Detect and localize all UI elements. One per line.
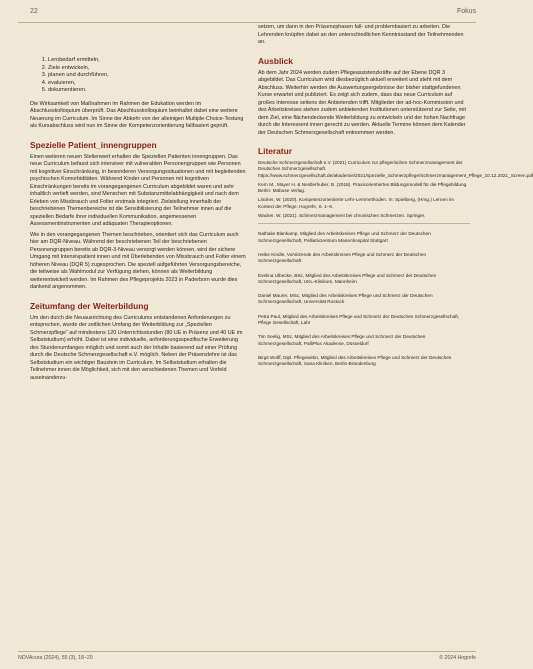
author-item: Birgit Wolff, Dipl. Pflegewirtin, Mitglied des Arbeitskreises Pflege und Schmerz der Deutschen Schmerzgesellschaft, Sana Kliniken, Berlin-Brandenburg: [258, 354, 452, 367]
right-column: [258, 24, 533, 376]
paragraph: setzen, um dann in den Präsenzphasen fall- und problembasiert zu arbeiten. Die Lehrenden knüpfen dabei an den unterschiedlichen Kenntnisstand der Teilnehmenden an.: [258, 24, 464, 45]
page-header: [18, 4, 476, 23]
author-item: Heike Kindle, Vorsitzende des Arbeitskreises Pflege und Schmerz der Deutschen Schmerzgesellschaft: [258, 251, 427, 264]
paragraph: Wie in den vorangegangenen Themen beschrieben, orientiert sich das Curriculum auch hier am DQR-Niveau. Während der beschriebenen Teil der beschriebenen Personengruppen bereits ab DQR-3-Niveau versorgt werden können, wird der sichere Umgang mit Intensivpatient innen und mit Überlebenden von Missbrauch und Folter einem höheren Niveau (DQR 5) zugesprochen. Die speziell aufgeführten Versorgungsbereiche, die teilweise als Wahlmodul zur Verfügung stehen, können als Weiterbildung weiterentwickelt werden. Im Rahmen des Pflegeprojekts 2023 in Paderborn wurde dies dankend angenommen.: [30, 231, 246, 291]
publisher-copyright: © 2024 Hogrefe: [439, 655, 476, 661]
section-label: Fokus: [456, 8, 476, 15]
paragraph: Um den durch die Neuausrichtung des Curriculums entstandenen Anforderungen zu entsprechen, wurde der zeitlichen Umfang der Weiterbildung zur „Speziellen Schmerzpflege“ auf mindestens 120 Unterrichtsstunden (80 UE in Präsenz und 40 UE im Selbststudium) erhöht. Dabei ist eine individuelle, anforderungsspezifische Erweiterung des Stundenumfanges möglich und somit auch der Inhalte basierend auf einer Prüfung durch die Deutsche Schmerzgesellschaft e.V. möglich. Neben der Präsenzlehre ist das Selbststudium ein wichtiger Baustein im Curriculum. Im Selbststudium erhalten die Teilnehmer innen die Möglichkeit, sich mit den verschiedenen Themen und Vorfeld auseinanderzu-: [30, 314, 243, 381]
page-footer: [18, 651, 476, 663]
author-item: Tim Seelig, MSc, Mitglied des Arbeitskreises Pflege und Schmerz der Deutschen Schmerzgesellschaft, PalliPlus Akademie, Düsseldorf: [258, 334, 426, 346]
reference-list: [258, 160, 533, 219]
list-item: 1. Lernbedarf ermitteln,: [48, 57, 246, 65]
author-item: Petra Paul, Mitglied des Arbeitskreises Pflege und Schmerz der Deutschen Schmerzgesellschaft, Pflege Gesellschaft, Lahr: [258, 313, 460, 326]
author-item: Evelina Ulbecke, BSc, Mitglied des Arbeitskreises Pflege und Schmerz der Deutschen Schmerzgesellschaft, UKL-Klinikum, Mannheim: [258, 272, 437, 284]
paragraph: Die Wirksamkeit von Maßnahmen im Rahmen der Edukation werden im Abschlusskolloquium überprüft. Das Abschlusskolloquium beinhaltet dabei eine weitere Neuerung im Curriculum. Im Sinne der Abkehr von der alleinigen Multiple-Choice-Testung als Kursabschluss wird nun im Sinne der Kompetenzorientierung fallbasiert geprüft.: [30, 100, 244, 130]
list-item: 2. Ziele entwickeln,: [48, 65, 246, 73]
page-number: 22: [30, 8, 38, 15]
section-heading: Ausblick: [258, 55, 293, 66]
author-list: [258, 223, 470, 367]
list-item: 3. planen und durchführen,: [48, 72, 246, 80]
author-item: Daniel Maurer, MSc, Mitglied des Arbeitskreises Pflege und Schmerz der Deutschen Schmerzgesellschaft, Universität Rostock: [258, 293, 433, 305]
paragraph: Ab dem Jahr 2024 werden zudem Pflegeassistenzkräfte auf der Ebene DQR 3 abgebildet. Das Curriculum wird diesbezüglich aktuell erweitert und steht mit dem Abschluss. Weiterhin werden die Auswertungsergebnisse der bisher stattgefundenen Kurse erwartet und publiziert. Es zeigt sich zudem, dass das neue Curriculum auf großes Interesse seitens der Anbietenden trifft. Mitglieder der ad-hoc-Kommission und des Arbeitskreises stehen zudem anbietenden Institutionen unterstützend zur Seite, mit dem Ziel, eine flächendeckende Weiterbildung zu entwickeln und der hohen Nachfrage durch die Interessent innen gerecht zu werden. Aktuelle Termine können dem Kalender der Deutschen Schmerzgesellschaft entnommen werden.: [258, 69, 466, 136]
step-list: [30, 57, 246, 95]
journal-citation: NOVAcura (2024), 55 (3), 18–20: [18, 655, 93, 661]
reference-item: Wacker, W. (2021). Schmerzmanagement bei chronischen Schmerzen. Springer.: [258, 213, 426, 219]
author-item: Nathalie Blankamp, Mitglied des Arbeitskreises Pflege und Schmerz der Deutschen Schmerzgesellschaft, Palliativzentrum Marienhospital Stuttgart: [258, 231, 431, 243]
list-item: 5. dokumentieren.: [48, 87, 246, 95]
divider: [258, 223, 470, 224]
section-heading: Literatur: [258, 146, 292, 156]
section-heading: Zeitumfang der Weiterbildung: [30, 300, 149, 311]
paragraph: Einen weiteren neuen Stellenwert erhalten die Speziellen Patienten innengruppen. Das neue Curriculum befasst sich intensiver mit vulnerablen Personengruppen wie Personen mit kognitiver Einschränkung, in besonderen Versorgungssituationen und mit begleitenden psychischen Komorbiditäten. Während Kinder und Personen mit kognitiven Einschränkungen bereits im vorangegangenen Curriculum abgebildet waren und sehr inhaltlich vertieft werden, sind Menschen mit Substanzmittelabhängigkeit und nach dem Erleben von Missbrauch und Folter erstmals integriert. Zielstellung innerhalb der beschriebenen Themenbereiche ist die Sensibilisierung der Teilnehmer innen auf die speziellen Bedarfe ihrer individuellen Kommunikation, angemessenen Assessmentinstrumenten und adäquaten Therapieoptionen.: [30, 153, 246, 228]
section-heading: Spezielle Patient_innengruppen: [30, 139, 157, 150]
left-column: [30, 24, 246, 385]
reference-item: Deutsche Schmerzgesellschaft e.V. (2021) Curriculum zur pflegerischen Schmerzmanagement der Deutschen Schmerzgesellschaft. https://www.schmerzgesellschaft.de/akademie/2021/spezielle_Schmerzpflege/Schmerzmanagement_Pflege_10.12.2021_Screen.pdf: [258, 160, 533, 178]
list-item: 4. evaluieren,: [48, 80, 246, 88]
reference-item: Lindner, W. (2020). Kompetenzorientierte Lehr-Lernmethoden. In: Spielberg, (Hrsg.) Lernen im Kontext der Pflege. Hogrefe, S. 1–6.: [258, 197, 454, 209]
reference-item: Kern M., Mayer H. & Nestlerhuber, B. (2018). Praxisorientiertes Bildungsmodell für die Pflegebildung. Berlin: Mabuse Verlag.: [258, 181, 468, 194]
